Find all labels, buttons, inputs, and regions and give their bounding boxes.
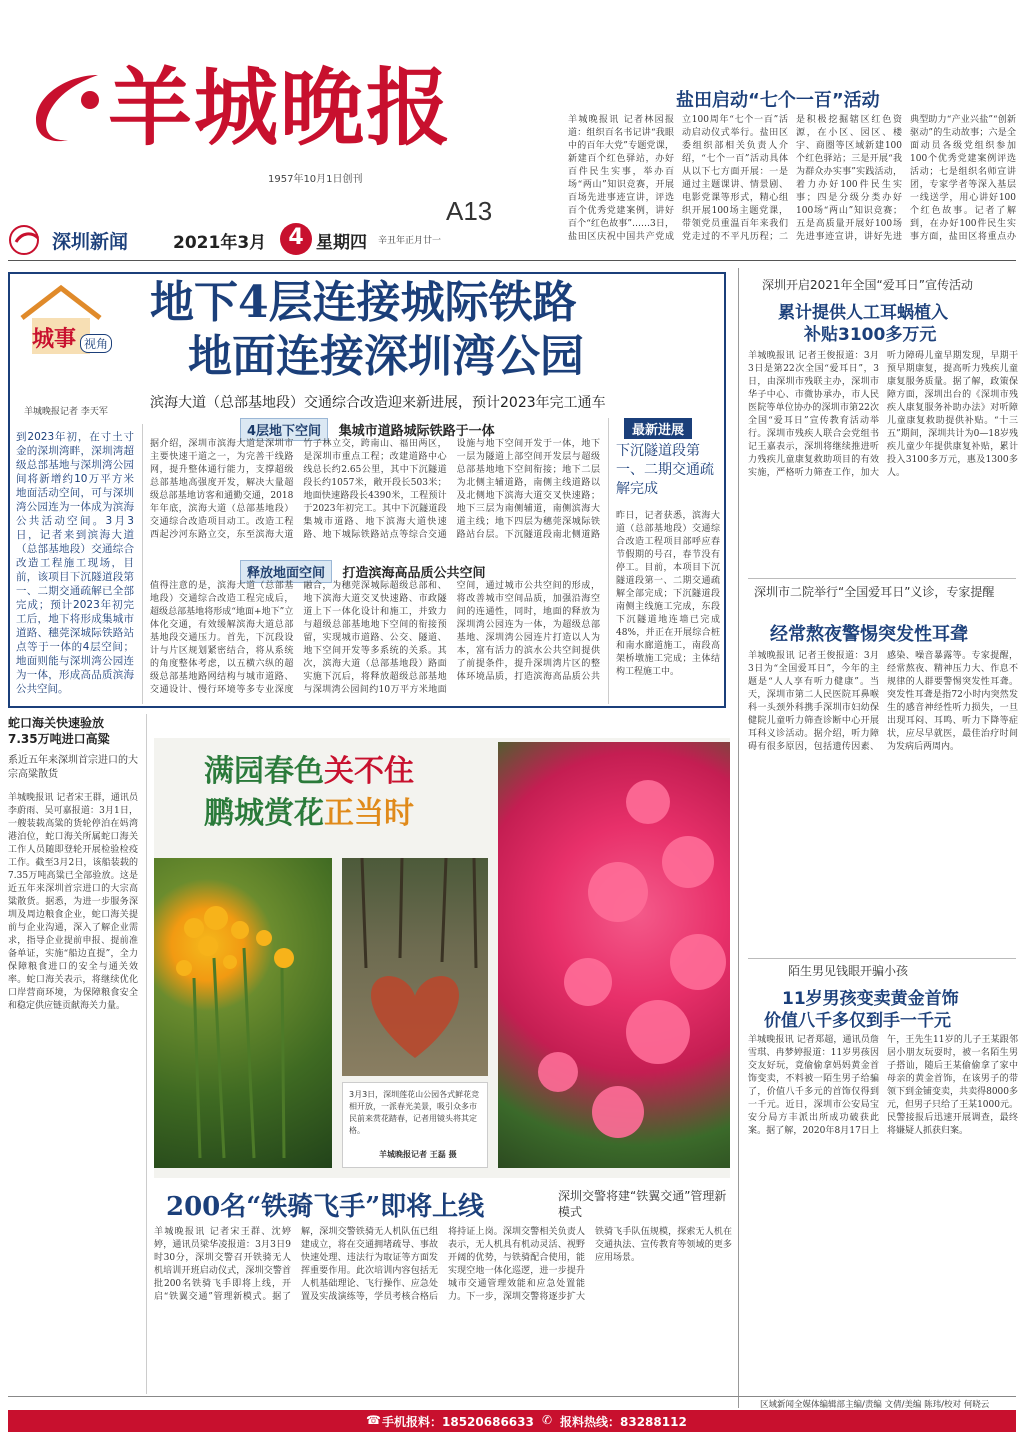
ear1-body: 羊城晚报讯 记者王俊报道：3月3日是第22次全国“爱耳日”，3日，由深圳市残联主办，深圳市华子中心、市微协承办，市人民医院等单位协办的深圳市第22次全国“爱耳日”宣传教育活动举行。深圳市残疾人联合会党组书记王嘉表示，深圳将继续推进听力残疾儿童康复救助项目的有效实施，严格听力筛查工作，加大听力障碍儿童早期发现，早期干预早期康复，提高听力残疾儿童康复服务质量。据了解，政策保障方面，深圳出台的《深圳市残疾人康复服务补助办法》对听障儿童康复救助提供补贴。“十三五”期间，深圳共计为0—18岁残疾儿童少年提供康复补贴，累计投入3100多万元，惠及1300多人。 — [748, 351, 1018, 478]
section1-sub: 集城市道路城际铁路于一体 — [338, 424, 495, 439]
photo-feature — [154, 738, 730, 1178]
bottom-body: 羊城晚报讯 记者宋王群、沈婷婷，通讯员梁华凌报道：3月3日9时30分，深圳交警召开铁骑无人机培训开班启动仪式，深圳交警首批200名铁骑飞手即将上线，开启“铁翼交通”管理新模式。据了解，深圳交警铁骑无人机队伍已组建成立，将在交通拥堵疏导、事故快速处理、违法行为取证等方面发挥重要作用。此次培训内容包括无人机基础理论、飞行操作、应急处置及实战演练等，学员考核合格后将持证上岗。深圳交警相关负责人表示，无人机具有机动灵活、视野开阔的优势，与铁骑配合使用，能实现空地一体化巡逻，进一步提升城市交通管理效能和应急处置能力。下一步，深圳交警将逐步扩大铁骑飞手队伍规模，探索无人机在交通执法、宣传教育等领域的更多应用场景。 — [154, 1227, 732, 1302]
feature-title-2a: 鹏城赏花 — [204, 796, 324, 831]
lead-paragraph: 到2023年初，在寸土寸金的深圳湾畔，深圳湾超级总部基地与深圳湾公园间将新增约10万平方米地面活动空间，可与深圳湾公园连为一体成为滨海公共活动空间。3月3日，记者来到滨海大道（总部基地段）交通综合改造工程施工现场，目前，该项目下沉隧道段第一、二期交通疏解已全部完成；预计2023年初完工后，地下将形成集城市道路、穗莞深城际铁路站点等于一体的4层空间；地面则能与深圳湾公园连为一体，形成高品质滨海公共空间。 — [16, 431, 134, 695]
progress-title: 最新进展 — [624, 418, 692, 439]
pink-flowers-icon — [498, 742, 730, 1168]
feature-title-2 — [204, 788, 414, 832]
photo-caption: 3月3日，深圳莲花山公园各式鲜花竞相开放，一派春光美景，吸引众多市民前来赏花踏春，记者用镜头将其定格。 — [349, 1090, 480, 1135]
bottom-article — [154, 1184, 732, 1394]
photo-caption-box — [342, 1082, 488, 1168]
gold-kicker: 陌生男见钱眼开骗小孩 — [788, 964, 909, 978]
footer-bar — [8, 1410, 1016, 1432]
lunar-date: 辛丑年正月廿一 — [378, 236, 442, 246]
top-right-body: 羊城晚报讯 记者林园报道：组织百名书记讲“我眼中的百年大党”专题党课，新建百个红色驿站，办好百件民生实事，举办百场“两山”知识竞赛，开展百场先进事迹宣讲，评选百个优秀党建案例，讲好百个“红色故事”……3日，盐田区庆祝中国共产党成立100周年“七个一百”活动启动仪式举行。盐田区委组织部相关负责人介绍，“七个一百”活动具体从以下七方面开展：一是通过主题课讲、情景剧、电影党课等形式，精心组织开展100场主题党课，带领党员重温百年来我们党走过的不平凡历程；二是积极挖掘辖区红色资源，在小区、园区、楼宇、商圈等区域新建100个红色驿站；三是开展“我为群众办实事”实践活动，着力办好100件民生实事；四是分级分类办好100场“两山”知识竞赛；五是高质量开展好100场先进事迹宣讲，讲好先进典型助力“产业兴盐”“创新驱动”的生动故事；六是全面动员各级党组织参加100个优秀党建案例评选活动；七是组织名师宣讲团，专家学者等深入基层一线送学，用心讲好100个红色故事。记者了解到，在办好100件民生实事方面，盐田区将重点办 — [568, 115, 1016, 242]
headline-story — [8, 272, 726, 708]
byline: 羊城晚报记者 李天军 — [24, 407, 108, 417]
date-day: 4 — [288, 225, 304, 250]
ear2-title: 经常熬夜警惕突发性耳聋 — [770, 624, 968, 645]
gold-body: 羊城晚报讯 记者郑超，通讯员詹雪琪、冉梦婷报道：11岁男孩因交友好玩，竟偷偷拿妈妈黄金首饰变卖，不料被一陌生男子给骗了，价值八千多元的首饰仅得到一千元。近日，深圳市公安局宝安分局方丰派出所成功破获此案。据了解，2020年8月17日上午，王先生11岁的儿子王某跟邻居小朋友玩耍时，被一名陌生男子搭讪，随后王某偷偷拿了家中母亲的黄金首饰，在该男子的带领下到金铺变卖，共卖得8000多元，但男子只给了王某1000元。民警接报后迅速开展调查，最终将嫌疑人抓获归案。 — [748, 1035, 1018, 1136]
ear2-body: 羊城晚报讯 记者王俊报道：3月3日为“全国爱耳日”，今年的主题是“人人享有听力健康”。当天，深圳市第二人民医院耳鼻喉科一头颈外科携手深圳市妇幼保健院儿童听力筛查诊断中心开展耳科义诊活动。据介绍，听力障碍有很多原因，包括遗传因素、感染、噪音暴露等。专家提醒，经常熬夜、精神压力大、作息不规律的人群要警惕突发性耳聋。突发性耳聋是指72小时内突然发生的感音神经性听力损失，一旦出现耳闷、耳鸣、听力下降等症状，应尽早就医，最佳治疗时间为发病后两周内。 — [748, 651, 1018, 752]
pink-flower-photo — [498, 742, 730, 1168]
gold-title-1: 11岁男孩变卖黄金首饰 — [782, 989, 959, 1009]
section2-title: 释放地面空间 — [240, 560, 332, 583]
section-name: 深圳新闻 — [52, 231, 129, 253]
headline-subtitle: 滨海大道（总部基地段）交通综合改造迎来新进展，预计2023年完工通车 — [150, 395, 606, 411]
section2-body: 值得注意的是，滨海大道（总部基地段）交通综合改造工程完成后，超级总部基地将形成“地面+地下”立体化交通，有效缓解滨海大道总部基地段交通压力。首先，下沉段设计与片区规划紧密结合，将从系统的角度整体考虑，以五横六纵的超级总部基地路网结构与城市道路、交通设计、慢行环境等多专业深度融合，为穗莞深城际超级总部和、地下滨海大道交叉快速路、市政隧道上下一体化设计和施工，并致力与超级总部基地地下空间的衔接预留，实现城市道路、公交、隧道、地下空间开发等多系统的关系。其次，滨海大道（总部基地段）路面实施下沉后，将释放超级总部基地与深圳湾公园间约10万平方米地面空间，通过城市公共空间的形成，将改善城市空间品质，加强沿海空间的连通性，同时，地面的释放为深圳湾公园连为一体，为超级总部基地、深圳湾公园连片打造以人为本，富有活力的滨水公共空间提供了前提条件，提升深圳湾片区的整体环境品质，打造滨海高品质公共 — [150, 581, 600, 695]
headline-title-2: 地面连接深圳湾公园 — [188, 331, 584, 382]
ear-article-2 — [748, 584, 1018, 954]
headline-title-1: 地下4层连接城际铁路 — [150, 277, 577, 328]
bottom-kicker: 深圳交警将建“铁翼交通”管理新模式 — [558, 1189, 727, 1219]
feature-title-1 — [204, 746, 414, 790]
bottom-title: 200名“铁骑飞手”即将上线 — [166, 1192, 485, 1222]
customs-title-1: 蛇口海关快速验放 — [8, 716, 105, 730]
feature-title-2b: 正当时 — [324, 796, 414, 831]
yellow-flowers-icon — [154, 858, 332, 1168]
section-bar — [8, 222, 498, 258]
masthead-logo: 羊城晚报 — [108, 58, 453, 157]
heart-petal-photo — [342, 858, 488, 1076]
feature-title-1a: 满园春色 — [204, 754, 324, 789]
editor-line: 区域新闻全媒体编辑部主编/责编 文倩/美编 陈玮/校对 何晓云 — [760, 1400, 990, 1410]
kicker-sub: 视角 — [80, 334, 112, 353]
customs-body: 羊城晚报讯 记者宋王群，通讯员李蔚雨、吴可嘉报道：3月1日，一艘装载高粱的货轮停泊在妈湾港泊位，蛇口海关所属蛇口海关工作人员随即登轮开展检验检疫工作。截至3月2日，该船装载的7.35万吨高粱已全部验放。这是近五年来深圳首宗进口的大宗高粱散货。据悉，为进一步服务深圳及周边粮食企业，蛇口海关提前与企业沟通，深入了解企业需求，指导企业提前申报、提前准备单证，实施“船边直提”，全力保障粮食进口的安全与通关效率。蛇口海关表示，将继续优化口岸营商环境，为保障粮食安全和稳定供应链贡献海关力量。 — [8, 793, 138, 1011]
heart-petals-icon — [342, 858, 488, 1076]
weekday: 星期四 — [316, 233, 367, 253]
logo-swoosh-icon — [28, 70, 118, 150]
customs-title-2: 7.35万吨进口高粱 — [8, 732, 110, 746]
ear2-kicker: 深圳市二院举行“全国爱耳日”义诊，专家提醒 — [754, 585, 995, 599]
progress-body: 昨日，记者获悉，滨海大道（总部基地段）交通综合改造工程项目部呼应春节假期的号召，春节没有停工。目前，本项目下沉隧道段第一、二期交通疏解全部完成；下沉隧道段南侧主线施工完成，东段下沉隧道地连墙已完成48%，并正在开展综合桩和南水廊道施工，南段高架桥墩施工完成；主体结构工程施工中。 — [616, 511, 720, 677]
phone-label: 手机报料：18520686633 — [382, 1415, 534, 1429]
feature-title-1b: 关不住 — [324, 754, 414, 789]
ear1-title-2: 补贴3100多万元 — [804, 325, 937, 345]
customs-deck: 系近五年来深圳首宗进口的大宗高粱散货 — [8, 755, 138, 780]
top-right-article — [568, 60, 1018, 256]
ear-article-1 — [748, 276, 1018, 576]
progress-sub: 下沉隧道段第一、二期交通疏解完成 — [616, 443, 714, 497]
photo-credit: 羊城晚报记者 王磊 摄 — [379, 1150, 457, 1159]
section-logo-icon — [8, 224, 52, 256]
gold-article — [748, 962, 1018, 1362]
customs-article — [8, 714, 140, 1394]
section1-body: 据介绍，深圳市滨海大道是深圳市主要快速干道之一，为完善干线路网，提升整体通行能力，支撑超级总部基地高强度开发，解决大量超级总部基地访客和通勤交通，2018年年底，滨海大道（总部基地段）交通综合改造项目动工。改造工程西起沙河东路立交，东至滨海大道竹子林立交，跨南山、福田两区，是深圳市重点工程；改建道路中心线总长约2.65公里，其中下沉隧道段长约1057米，敞开段长503米；地面快速路段长4390米，工程预计于2023年初完工。其中下沉隧道段集城市道路、地下滨海大道快速路、地下城际铁路站点等综合交通设施与地下空间开发于一体，地下一层为隧道上部空间开发层与超级总部基地地下空间衔接；地下二层为北侧主辅道路，南侧主线道路以及北侧地下滨海大道交叉快速路；地下三层为南侧辅道，南侧滨海大道主线；地下四层为穗莞深城际铁路站台层。下沉隧道段南北侧道路 — [150, 439, 600, 540]
gold-title-2: 价值八千多仅到手一千元 — [764, 1011, 951, 1031]
kicker-label: 城事 — [32, 327, 77, 352]
phone-icon: ☎ — [366, 1413, 381, 1427]
yellow-flower-photo — [154, 858, 332, 1168]
kicker-badge — [16, 284, 116, 358]
page-number: A13 — [446, 196, 493, 226]
section2-sub: 打造滨海高品质公共空间 — [342, 566, 486, 581]
date-text: 2021年3月 — [173, 233, 267, 253]
hotline-icon: ✆ — [542, 1413, 553, 1427]
top-right-title: 盐田启动“七个一百”活动 — [676, 90, 880, 111]
ear1-title-1: 累计提供人工耳蜗植入 — [778, 303, 948, 323]
ear1-kicker: 深圳开启2021年全国“爱耳日”宣传活动 — [762, 278, 973, 292]
founded-date: 1957年10月1日创刊 — [268, 174, 363, 185]
section1-title: 4层地下空间 — [240, 418, 328, 441]
hotline-label: 报料热线：83288112 — [560, 1415, 687, 1429]
